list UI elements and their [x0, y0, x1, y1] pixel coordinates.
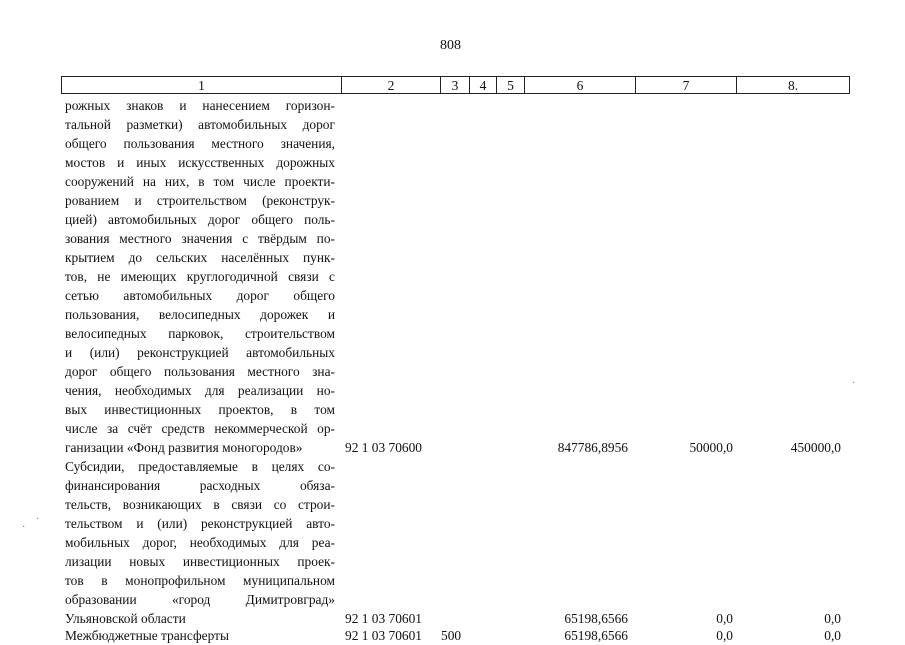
- header-col-2: 2: [342, 77, 441, 93]
- header-col-7: 7: [636, 77, 737, 93]
- col8-cell: 0,0: [824, 628, 841, 643]
- description-line: тов, не имеющих круглогодичной связи с: [65, 269, 335, 284]
- description-line: велосипедных парковок, строительством: [65, 326, 335, 341]
- description-line: лизации новых инвестиционных проек-: [65, 554, 335, 569]
- description-line: рованием и строительством (реконструк-: [65, 193, 335, 208]
- header-col-1: 1: [62, 77, 342, 93]
- description-line: образовании «город Димитровград»: [65, 592, 335, 607]
- page-number: 808: [440, 38, 461, 53]
- description-line: крытием до сельских населённых пунк-: [65, 250, 335, 265]
- description-line: мобильных дорог, необходимых для реа-: [65, 535, 335, 550]
- code-cell: 92 1 03 70601: [345, 628, 422, 643]
- description-line: цией) автомобильных дорог общего поль-: [65, 212, 335, 227]
- description-line: тальной разметки) автомобильных дорог: [65, 117, 335, 132]
- description-line: дорог общего пользования местного зна-: [65, 364, 335, 379]
- col7-cell: 0,0: [716, 611, 733, 626]
- description-line: сооружений на них, в том числе проекти-: [65, 174, 335, 189]
- description-line: общего пользования местного значения,: [65, 136, 335, 151]
- col7-cell: 0,0: [716, 628, 733, 643]
- col6-cell: 65198,6566: [564, 611, 628, 626]
- description-line: тельств, возникающих в связи со строи-: [65, 497, 335, 512]
- header-col-8: 8.: [787, 78, 799, 93]
- description-line: числе за счёт средств некоммерческой ор-: [65, 421, 335, 436]
- header-col-4: 4: [470, 77, 497, 93]
- header-col-3: 3: [441, 77, 470, 93]
- description-line: пользования, велосипедных дорожек и: [65, 307, 335, 322]
- code-cell: 92 1 03 70601: [345, 611, 422, 626]
- col8-cell: 450000,0: [790, 440, 841, 455]
- description-line: Субсидии, предоставляемые в целях со-: [65, 459, 335, 474]
- description-line: сетью автомобильных дорог общего: [65, 288, 335, 303]
- table-header-row: [61, 76, 850, 94]
- description-line: рожных знаков и нанесением горизон-: [65, 98, 335, 113]
- col7-cell: 50000,0: [689, 440, 733, 455]
- description-line: финансирования расходных обяза-: [65, 478, 335, 493]
- scan-speck: ·: [22, 522, 26, 533]
- description-line: и (или) реконструкцией автомобильных: [65, 345, 335, 360]
- col6-cell: 847786,8956: [557, 440, 628, 455]
- code-cell: 92 1 03 70600: [345, 440, 422, 455]
- description-line: ганизации «Фонд развития моногородов»: [65, 440, 303, 455]
- description-line: чения, необходимых для реализации но-: [65, 383, 335, 398]
- description-line: Ульяновской области: [65, 611, 186, 626]
- scan-speck: ·: [852, 378, 856, 389]
- description-line: тельством и (или) реконструкцией авто-: [65, 516, 335, 531]
- header-col-6: 6: [525, 77, 636, 93]
- description-line: Межбюджетные трансферты: [65, 628, 229, 643]
- description-line: вых инвестиционных проектов, в том: [65, 402, 335, 417]
- header-col-5: 5: [497, 77, 525, 93]
- col6-cell: 65198,6566: [564, 628, 628, 643]
- description-line: мостов и иных искусственных дорожных: [65, 155, 335, 170]
- scan-speck: ·: [36, 514, 40, 525]
- type-cell: 500: [441, 628, 462, 643]
- description-line: тов в монопрофильном муниципальном: [65, 573, 335, 588]
- description-line: зования местного значения с твёрдым по-: [65, 231, 335, 246]
- col8-cell: 0,0: [824, 611, 841, 626]
